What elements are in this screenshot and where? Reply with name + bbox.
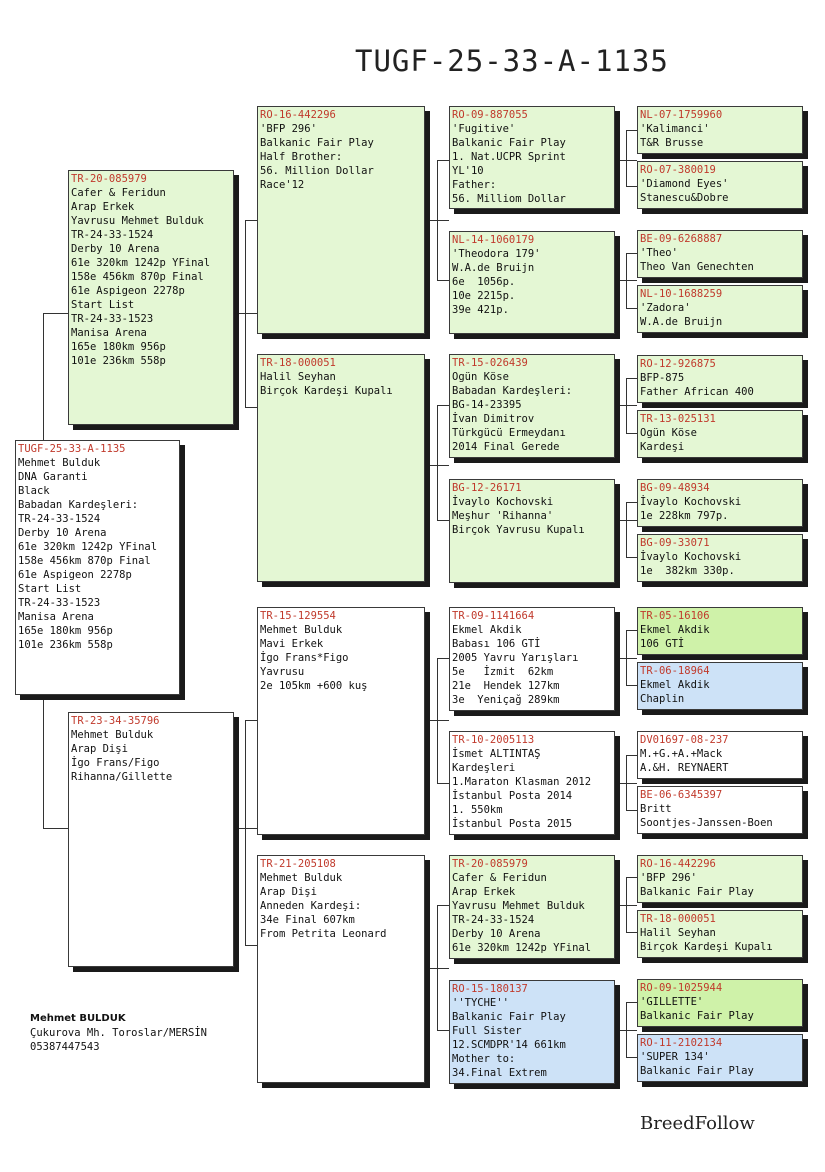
g4-card-sss[interactable]: RO-09-887055 'Fugitive' Balkanic Fair Play 1. Nat.UCPR Sprint YL'10 Father: 56. Milliom Dollar: [449, 106, 615, 209]
g5-card[interactable]: RO-11-2102134 'SUPER 134' Balkanic Fair Play: [637, 1034, 803, 1082]
ring-number: BE-06-6345397: [640, 789, 723, 801]
ring-number: BG-09-33071: [640, 537, 710, 549]
ring-number: TR-21-205108: [260, 858, 336, 870]
owner-info: [30, 1012, 207, 1054]
ring-number: TR-20-085979: [452, 858, 528, 870]
g5-card[interactable]: TR-18-000051 Halil Seyhan Birçok Kardeşi Kupalı: [637, 910, 803, 958]
ring-number: TR-13-025131: [640, 413, 716, 425]
g5-card[interactable]: BE-06-6345397 Britt Soontjes-Janssen-Boen: [637, 786, 803, 834]
g5-card[interactable]: BG-09-48934 İvaylo Kochovski 1e 228km 797p.: [637, 479, 803, 527]
g4-card-dsd[interactable]: TR-10-2005113 İsmet ALTINTAŞ Kardeşleri 1.Maraton Klasman 2012 İstanbul Posta 2014 1. 550km İstanbul Posta 2015: [449, 731, 615, 835]
ring-number: NL-07-1759960: [640, 109, 723, 121]
g5-card[interactable]: RO-12-926875 BFP-875 Father African 400: [637, 355, 803, 403]
brand-logo: BreedFollow: [640, 1113, 755, 1134]
ring-number: BG-09-48934: [640, 482, 710, 494]
g5-card[interactable]: NL-07-1759960 'Kalimanci' T&R Brusse: [637, 106, 803, 154]
g5-card[interactable]: TR-05-16106 Ekmel Akdik 106 GTİ: [637, 607, 803, 655]
ring-number: RO-11-2102134: [640, 1037, 723, 1049]
dam-sire-card[interactable]: TR-15-129554 Mehmet Bulduk Mavi Erkek İgo Frans*Figo Yavrusu 2e 105km +600 kuş: [257, 607, 425, 835]
ring-number: RO-16-442296: [260, 109, 336, 121]
ring-number: TR-18-000051: [260, 357, 336, 369]
ring-number: TR-18-000051: [640, 913, 716, 925]
ring-number: TR-05-16106: [640, 610, 710, 622]
g5-card[interactable]: RO-09-1025944 'GILLETTE' Balkanic Fair Play: [637, 979, 803, 1027]
pedigree-title: TUGF-25-33-A-1135: [355, 44, 669, 78]
ring-number: RO-12-926875: [640, 358, 716, 370]
g5-card[interactable]: TR-13-025131 Ogün Köse Kardeşi: [637, 410, 803, 458]
dam-card[interactable]: TR-23-34-35796 Mehmet Bulduk Arap Dişi İgo Frans/Figo Rihanna/Gillette: [68, 712, 234, 967]
g4-card-dds[interactable]: TR-20-085979 Cafer & Feridun Arap Erkek Yavrusu Mehmet Bulduk TR-24-33-1524 Derby 10 Arena 61e 320km 1242p YFinal: [449, 855, 615, 959]
g4-card-sds[interactable]: TR-15-026439 Ogün Köse Babadan Kardeşleri: BG-14-23395 İvan Dimitrov Türkgücü Ermeydanı 2014 Final Gerede: [449, 354, 615, 458]
ring-number: NL-14-1060179: [452, 234, 535, 246]
g5-card[interactable]: RO-16-442296 'BFP 296' Balkanic Fair Play: [637, 855, 803, 903]
owner-address: Çukurova Mh. Toroslar/MERSİN: [30, 1027, 208, 1039]
ring-number: RO-09-887055: [452, 109, 528, 121]
g4-card-sdd[interactable]: BG-12-26171 İvaylo Kochovski Meşhur 'Rihanna' Birçok Yavrusu Kupalı: [449, 479, 615, 583]
ring-number: TR-10-2005113: [452, 734, 535, 746]
sire-dam-card[interactable]: TR-18-000051 Halil Seyhan Birçok Kardeşi Kupalı: [257, 354, 425, 582]
ring-number: TUGF-25-33-A-1135: [18, 443, 126, 455]
ring-number: NL-10-1688259: [640, 288, 723, 300]
g4-card-ssd[interactable]: NL-14-1060179 'Theodora 179' W.A.de Bruijn 6e 1056p. 10e 2215p. 39e 421p.: [449, 231, 615, 334]
ring-number: BE-09-6268887: [640, 233, 723, 245]
sire-card[interactable]: TR-20-085979 Cafer & Feridun Arap Erkek Yavrusu Mehmet Bulduk TR-24-33-1524 Derby 10 Arena 61e 320km 1242p YFinal 158e 456km 870p Final 61e Aspigeon 2278p Start List TR-24-33-1523 Manisa Arena 165e 180km 956p 101e 236km 558p: [68, 170, 234, 425]
ring-number: TR-15-129554: [260, 610, 336, 622]
subject-card[interactable]: TUGF-25-33-A-1135 Mehmet Bulduk DNA Garanti Black Babadan Kardeşleri: TR-24-33-1524 Derby 10 Arena 61e 320km 1242p YFinal 158e 456km 870p Final 61e Aspigeon 2278p Start List TR-24-33-1523 Manisa Arena 165e 180km 956p 101e 236km 558p: [15, 440, 180, 695]
g5-card[interactable]: BG-09-33071 İvaylo Kochovski 1e 382km 330p.: [637, 534, 803, 582]
ring-number: DV01697-08-237: [640, 734, 729, 746]
owner-name: Mehmet BULDUK: [30, 1013, 126, 1024]
ring-number: RO-15-180137: [452, 983, 528, 995]
g4-card-dss[interactable]: TR-09-1141664 Ekmel Akdik Babası 106 GTİ 2005 Yavru Yarışları 5e İzmit 62km 21e Hendek 127km 3e Yeniçağ 289km: [449, 607, 615, 711]
g5-card[interactable]: TR-06-18964 Ekmel Akdik Chaplin: [637, 662, 803, 710]
g5-card[interactable]: NL-10-1688259 'Zadora' W.A.de Bruijn: [637, 285, 803, 333]
ring-number: TR-15-026439: [452, 357, 528, 369]
sire-sire-card[interactable]: RO-16-442296 'BFP 296' Balkanic Fair Play Half Brother: 56. Million Dollar Race'12: [257, 106, 425, 334]
g5-card[interactable]: BE-09-6268887 'Theo' Theo Van Genechten: [637, 230, 803, 278]
owner-phone: 05387447543: [30, 1041, 100, 1053]
ring-number: TR-23-34-35796: [71, 715, 160, 727]
ring-number: TR-20-085979: [71, 173, 147, 185]
ring-number: RO-09-1025944: [640, 982, 723, 994]
g5-card[interactable]: DV01697-08-237 M.+G.+A.+Mack A.&H. REYNAERT: [637, 731, 803, 779]
ring-number: BG-12-26171: [452, 482, 522, 494]
g4-card-ddd[interactable]: RO-15-180137 ''TYCHE'' Balkanic Fair Play Full Sister 12.SCMDPR'14 661km Mother to: 34.Final Extrem: [449, 980, 615, 1084]
ring-number: TR-06-18964: [640, 665, 710, 677]
ring-number: RO-07-380019: [640, 164, 716, 176]
g5-card[interactable]: RO-07-380019 'Diamond Eyes' Stanescu&Dobre: [637, 161, 803, 209]
ring-number: RO-16-442296: [640, 858, 716, 870]
ring-number: TR-09-1141664: [452, 610, 535, 622]
dam-dam-card[interactable]: TR-21-205108 Mehmet Bulduk Arap Dişi Anneden Kardeşi: 34e Final 607km From Petrita Leonard: [257, 855, 425, 1083]
